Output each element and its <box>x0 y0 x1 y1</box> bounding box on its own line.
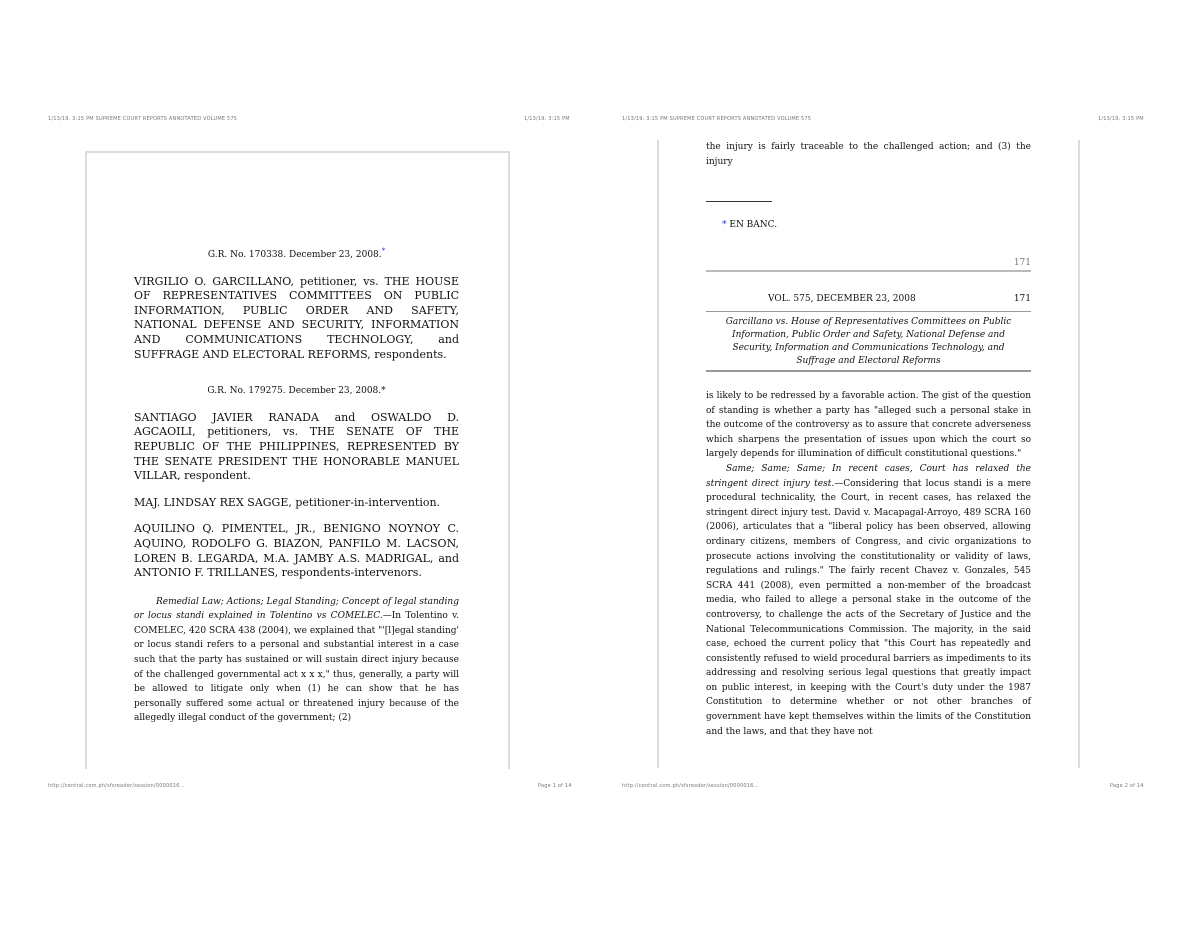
footnote-separator <box>706 201 772 202</box>
continued-text: the injury is fairly traceable to the challenged action; and (3) the injury <box>706 142 1031 167</box>
right-page-right-border <box>1078 140 1080 768</box>
left-page-footer-pagenum: Page 1 of 14 <box>538 783 572 789</box>
parties-block-3: AQUILINO Q. PIMENTEL, JR., BENIGNO NOYNOY C. AQUINO, RODOLFO G. BIAZON, PANFILO M. LACSON, LOREN B. LEGARDA, M.A. JAMBY A.S. MADRIGAL, and ANTONIO F. TRILLANES, respondents-intervenors. <box>134 522 459 580</box>
page-break-rule <box>706 270 1031 272</box>
syllabus-paragraph <box>134 595 459 726</box>
paragraph-2-heading: Same; Same; Same; In recent cases, Court has relaxed the stringent direct injury test. <box>706 463 1031 489</box>
right-page-footer-url[interactable]: http://central.com.ph/sfsreader/session/0000016... <box>622 783 759 789</box>
running-case-title: Garcillano vs. House of Representatives Committees on Public Information, Public Order and Safety, National Defense and Security, Information and Communications Technology, and Suffrage and Electoral Reforms <box>725 317 1012 366</box>
running-head-page: 171 <box>1013 294 1031 304</box>
paragraph-2-body: —Considering that locus standi is a mere procedural technicality, the Court, in recent cases, has relaxed the stringent direct injury test. David v. Macapagal-Arroyo, 489 SCRA 160 (2006), articulates that a "liberal policy has been observed, allowing ordinary citizens, members of Congress, and civic organizations to prosecute actions involving the constitutionality or validity of laws, regulations and rulings." The fairly recent Chavez v. Gonzales, 545 SCRA 441 (2008), even permitted a non-member of the broadcast media, who failed to allege a personal stake in the outcome of the controversy, to challenge the acts of the Secretary of Justice and the National Telecommunications Commission. The majority, in the said case, echoed the current policy that "this Court has repeatedly and consistently refused to wield procedural barriers as impediments to its addressing and resolving serious legal questions that greatly impact on public interest, in keeping with the Court's duty under the 1987 Constitution to determine whether or not other branches of government have kept themselves within the limits of the Constitution and the laws, and that they have not <box>706 478 1031 737</box>
parties-block-2: SANTIAGO JAVIER RANADA and OSWALDO D. AGCAOILI, petitioners, vs. THE SENATE OF THE REPUBLIC OF THE PHILIPPINES, REPRESENTED BY THE SENATE PRESIDENT THE HONORABLE MANUEL VILLAR, respondent. <box>134 410 459 483</box>
footnote <box>722 218 922 233</box>
footnote-marker: * <box>722 220 727 230</box>
intervenor-line: MAJ. LINDSAY REX SAGGE, petitioner-in-intervention. <box>134 495 441 509</box>
right-page-left-border <box>657 140 659 768</box>
left-page-content <box>134 244 459 726</box>
running-head-title: VOL. 575, DECEMBER 23, 2008 <box>768 294 916 304</box>
paragraph-1: is likely to be redressed by a favorable action. The gist of the question of standing is whether a party has "alleged such a personal stake in the outcome of the controversy as to assure that concrete adverseness which sharpens the presentation of issues upon which the court so largely depends for illumination of difficult constitutional questions." <box>706 391 1031 460</box>
running-title-rule <box>706 370 1031 372</box>
right-page-footer-pagenum: Page 2 of 14 <box>1110 783 1144 789</box>
right-page-header: 1/13/19, 3:15 PM SUPREME COURT REPORTS ANNOTATED VOLUME 575 <box>622 116 812 122</box>
parties-block-1: VIRGILIO O. GARCILLANO, petitioner, vs. THE HOUSE OF REPRESENTATIVES COMMITTEES ON PUBLIC INFORMATION, PUBLIC ORDER AND SAFETY, NATIONAL DEFENSE AND SECURITY, INFORMATION AND COMMUNICATIONS TECHNOLOGY, and SUFFRAGE AND ELECTORAL REFORMS, respondents. <box>134 274 459 361</box>
footnote-text: EN BANC. <box>729 220 778 230</box>
left-page-bottom-mask <box>87 761 504 769</box>
syllabus-body: —In Tolentino v. COMELEC, 420 SCRA 438 (2004), we explained that "'[l]egal standing' or locus standi refers to a personal and substantial interest in a case such that the party has sustained or will sustain direct injury because of the challenged governmental act x x x," thus, generally, a party will be allowed to litigate only when (1) he can show that he has personally suffered some actual or threatened injury because of the allegedly illegal conduct of the government; (2) <box>134 611 459 724</box>
left-page-header-date: 1/13/19, 3:15 PM <box>524 116 570 122</box>
left-page-footer-url[interactable]: http://central.com.ph/sfsreader/session/0000016... <box>48 783 185 789</box>
right-page-top <box>706 140 1031 169</box>
paragraph-2 <box>706 462 1031 739</box>
syllabus-heading: Remedial Law; Actions; Legal Standing; Concept of legal standing or locus standi explained in Tolentino vs COMELEC. <box>134 596 459 622</box>
case-caption-1: G.R. No. 170338. December 23, 2008.* <box>207 247 386 260</box>
page-bottom-mask <box>660 761 1077 769</box>
running-head-rule <box>706 311 1031 312</box>
footnote-link[interactable]: * <box>381 247 386 255</box>
case-caption-2: G.R. No. 179275. December 23, 2008.* <box>207 386 386 397</box>
right-page-header-date: 1/13/19, 3:15 PM <box>1098 116 1144 122</box>
left-page-header: 1/13/19, 3:15 PM SUPREME COURT REPORTS ANNOTATED VOLUME 575 <box>48 116 238 122</box>
right-page-body <box>706 389 1031 739</box>
page-number-top: 171 <box>1013 258 1031 268</box>
